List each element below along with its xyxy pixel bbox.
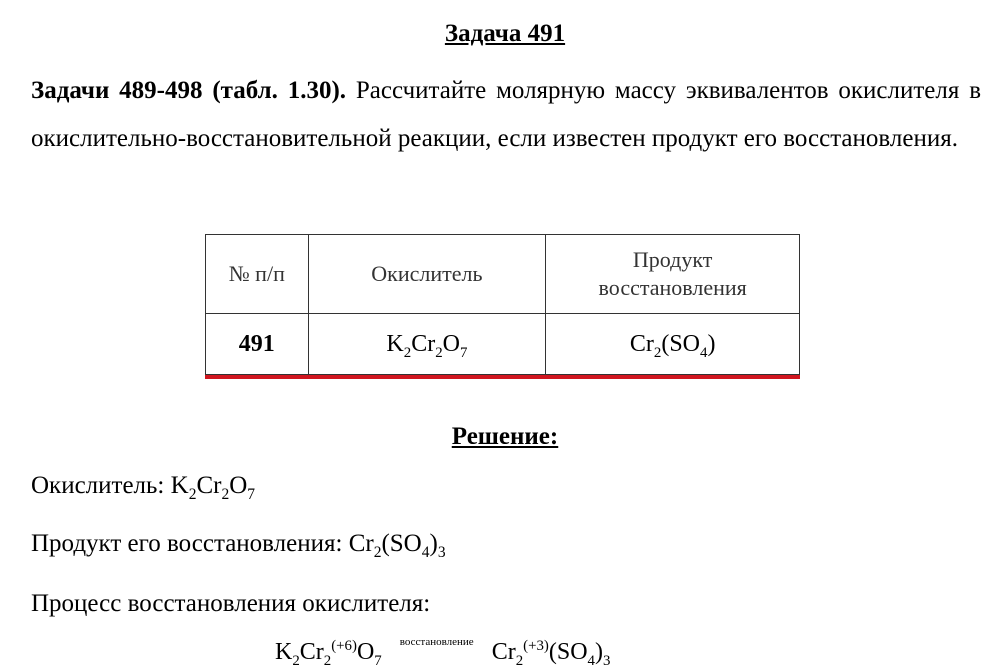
problem-text: Рассчитайте молярную массу эквивалентов окислителя в окислительно-восстановительной реакции, если известен продукт его восстановления.	[31, 77, 981, 152]
table-underline	[205, 375, 800, 379]
table-row	[206, 314, 800, 375]
data-table	[205, 234, 800, 375]
problem-range: Задачи 489-498 (табл. 1.30).	[31, 77, 347, 104]
solution-title: Решение:	[451, 423, 559, 450]
process-label: Процесс восстановления окислителя:	[31, 590, 431, 617]
cell-oxidizer	[308, 314, 546, 375]
cell-oxidizer-formula: $K_2Cr_2O_7$	[386, 330, 468, 361]
table-header-row	[206, 235, 800, 314]
header-number: № п/п	[206, 235, 309, 314]
reduction-equation	[275, 636, 611, 669]
cell-product	[546, 314, 800, 375]
product-label: Продукт его восстановления:	[31, 530, 343, 557]
oxidizer-label: Окислитель:	[31, 472, 165, 499]
problem-statement	[31, 67, 981, 163]
header-oxidizer: Окислитель	[308, 235, 546, 314]
product-formula: $Cr_2(SO_4)_3$	[348, 530, 446, 561]
reaction-arrow-label: восстановление	[399, 636, 474, 648]
cell-number: 491	[206, 314, 309, 375]
reaction-right: $Cr_2^{(+3)}(SO_4)_3$	[491, 638, 611, 669]
oxidizer-line	[31, 472, 255, 503]
cell-product-formula: $Cr_2(SO_4)$	[629, 330, 716, 361]
header-product: Продукт восстановления	[546, 235, 800, 314]
product-line	[31, 530, 446, 561]
reaction-left: $K_2Cr_2^{(+6)}O_7$	[275, 638, 382, 669]
problem-title: Задача 491	[444, 20, 566, 47]
oxidizer-formula: $K_2Cr_2O_7$	[170, 472, 255, 503]
process-line	[31, 590, 430, 618]
